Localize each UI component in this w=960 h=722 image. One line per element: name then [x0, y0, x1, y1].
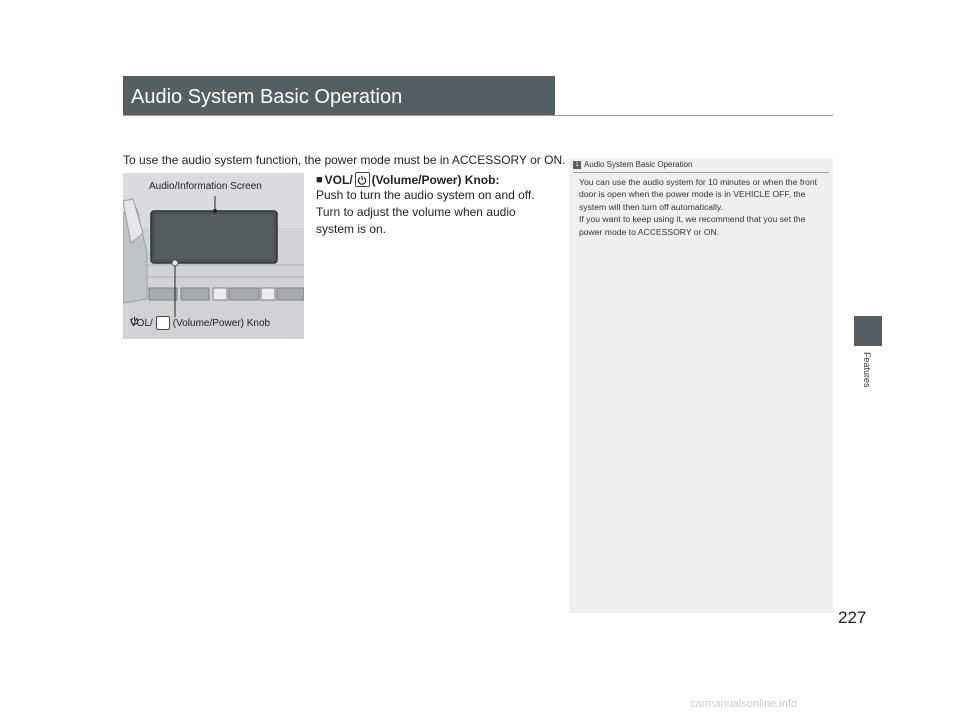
page-number: 227: [838, 608, 867, 627]
chapter-label: Features: [862, 352, 872, 388]
note-title: Audio System Basic Operation: [584, 160, 693, 169]
note-rule: [573, 172, 829, 173]
note-heading: [573, 160, 693, 169]
knob-heading-prefix: VOL/: [324, 172, 353, 187]
side-note: [569, 158, 833, 613]
dashboard-drawing: [123, 173, 304, 339]
header-rule: [123, 115, 833, 116]
screen-label: Audio/Information Screen: [149, 181, 262, 192]
note-body: [579, 176, 829, 238]
knob-heading: [316, 172, 499, 187]
intro-text: To use the audio system function, the power mode must be in ACCESSORY or ON.: [123, 153, 566, 167]
knob-label-prefix: VOL/: [130, 317, 153, 329]
knob-description: Push to turn the audio system on and off. Turn to adjust the volume when audio system is on.: [316, 188, 535, 236]
note-paragraph: If you want to keep using it, we recommend that you set the power mode to ACCESSORY or ON.: [579, 214, 806, 237]
power-icon: [156, 316, 170, 330]
chapter-tab: [854, 316, 882, 346]
knob-label: [130, 316, 270, 330]
reference-icon: 1: [573, 161, 581, 169]
knob-heading-suffix: (Volume/Power) Knob:: [371, 172, 500, 187]
power-icon: [355, 172, 370, 187]
watermark: carmanualsonline.info: [690, 698, 798, 710]
section-header: [123, 76, 555, 115]
square-bullet-icon: ■: [316, 173, 323, 186]
knob-label-suffix: (Volume/Power) Knob: [172, 317, 271, 329]
dashboard-illustration: [123, 173, 304, 339]
note-paragraph: You can use the audio system for 10 minutes or when the front door is open when the power mode is in VEHICLE OFF, the system will then turn off automatically.: [579, 177, 818, 212]
section-title: Audio System Basic Operation: [131, 86, 403, 108]
